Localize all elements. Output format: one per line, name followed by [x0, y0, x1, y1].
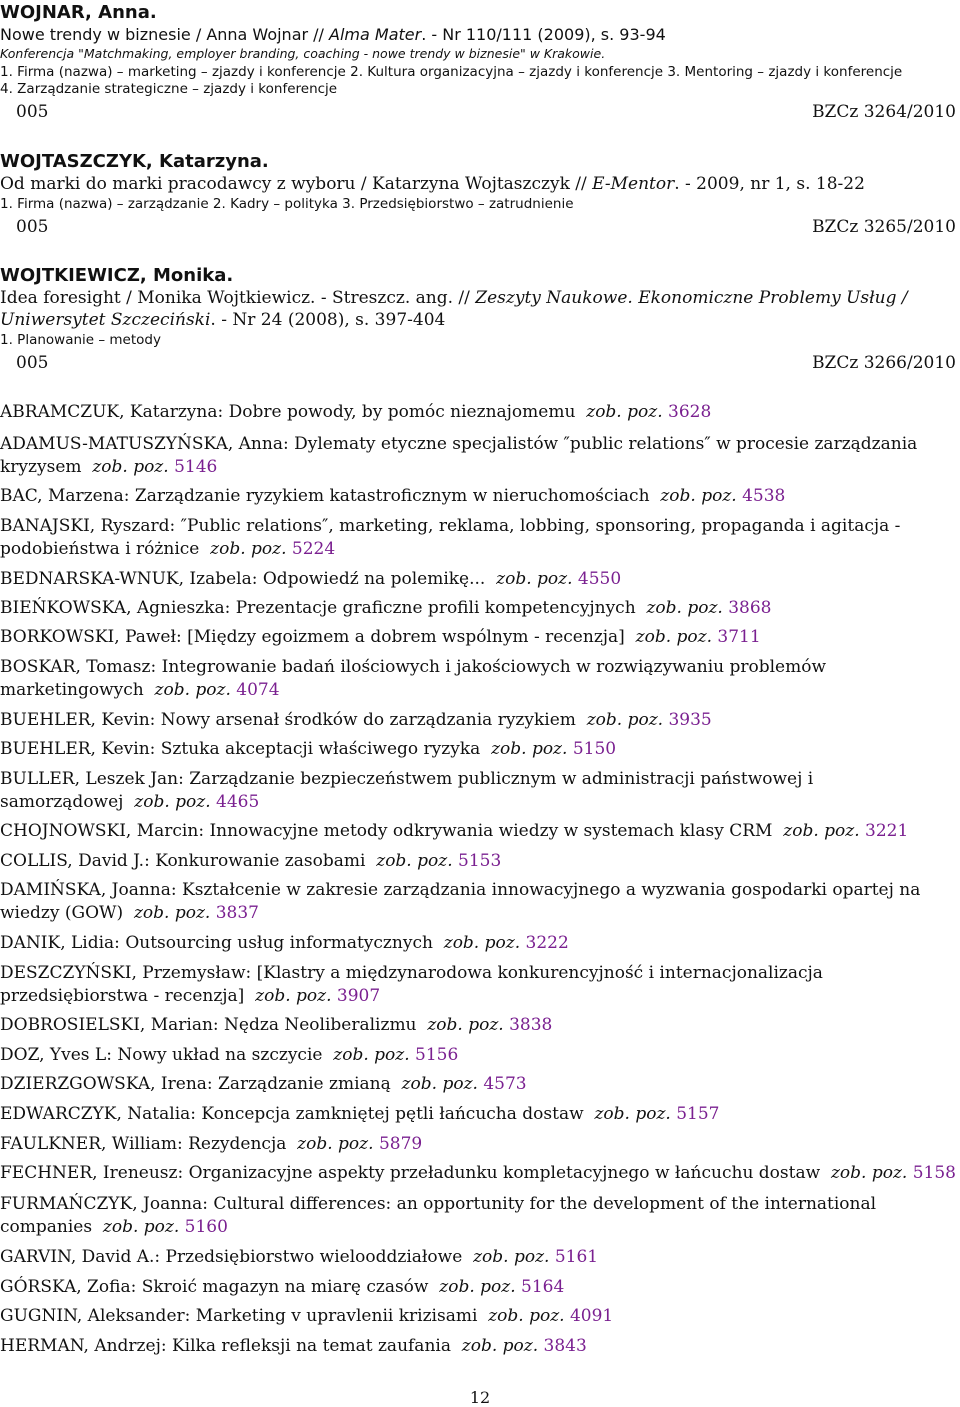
index-ref-link[interactable]: 3221 — [865, 821, 909, 841]
index-entry: COLLIS, David J.: Konkurowanie zasobami zob. poz. 5153 — [0, 851, 502, 871]
record-title: Od marki do marki pracodawcy z wyboru / Katarzyna Wojtaszczyk // E-Mentor. - 2009, nr 1, s. 18-22 — [0, 174, 865, 194]
record-subjects: 1. Planowanie – metody — [0, 332, 161, 348]
index-ref-link[interactable]: 5161 — [554, 1247, 599, 1267]
index-entry: GUGNIN, Aleksander: Marketing v upravlenii krizisami zob. poz. 4091 — [0, 1306, 614, 1326]
record-title: Nowe trendy w biznesie / Anna Wojnar // Alma Mater. - Nr 110/111 (2009), s. 93-94 — [0, 25, 666, 44]
index-entry: HERMAN, Andrzej: Kilka refleksji na temat zaufania zob. poz. 3843 — [0, 1336, 587, 1356]
index-ref-link[interactable]: 5160 — [184, 1217, 228, 1237]
index-entry: BOSKAR, Tomasz: Integrowanie badań ilościowych i jakościowych w rozwiązywaniu problemów marketingowych zob. poz. 4074 — [0, 657, 827, 700]
record-code-row — [0, 349, 960, 377]
index-ref-link[interactable]: 3935 — [668, 710, 712, 730]
index-entry: FAULKNER, William: Rezydencja zob. poz. 5879 — [0, 1134, 423, 1154]
index-entry: DANIK, Lidia: Outsourcing usług informatycznych zob. poz. 3222 — [0, 933, 569, 953]
record-signature: BZCz 3265/2010 — [812, 217, 956, 237]
record-author: WOJTKIEWICZ, Monika. — [0, 265, 234, 286]
index-ref-link[interactable]: 3907 — [336, 986, 381, 1006]
index-entry: BUEHLER, Kevin: Nowy arsenał środków do zarządzania ryzykiem zob. poz. 3935 — [0, 710, 712, 730]
record-subjects: 1. Firma (nazwa) – zarządzanie 2. Kadry – polityka 3. Przedsiębiorstwo – zatrudnienie — [0, 196, 574, 212]
index-ref-link[interactable]: 3838 — [509, 1015, 553, 1035]
index-ref-link[interactable]: 3868 — [728, 598, 772, 618]
index-ref-link[interactable]: 5156 — [415, 1045, 459, 1065]
index-entry: CHOJNOWSKI, Marcin: Innowacyjne metody odkrywania wiedzy w systemach klasy CRM zob. poz. 3221 — [0, 821, 909, 841]
index-entry: FECHNER, Ireneusz: Organizacyjne aspekty przeładunku kompletacyjnego w łańcuchu dostaw zob. poz. 5158 — [0, 1163, 956, 1183]
index-ref-link[interactable]: 4091 — [569, 1306, 614, 1326]
index-entry: FURMAŃCZYK, Joanna: Cultural differences: an opportunity for the development of the international companies zob. poz. 5160 — [0, 1194, 877, 1237]
record-author: WOJNAR, Anna. — [0, 2, 157, 23]
index-ref-link[interactable]: 3628 — [668, 402, 712, 422]
index-entry: BORKOWSKI, Paweł: [Między egoizmem a dobrem wspólnym - recenzja] zob. poz. 3711 — [0, 627, 761, 647]
record-code: 005 — [16, 102, 49, 122]
record-journal: Zeszyty Naukowe. Ekonomiczne Problemy Usług / Uniwersytet Szczeciński — [0, 288, 908, 330]
index-ref-link[interactable]: 5150 — [572, 739, 617, 759]
index-entry: DZIERZGOWSKA, Irena: Zarządzanie zmianą zob. poz. 4573 — [0, 1074, 527, 1094]
index-entry: DESZCZYŃSKI, Przemysław: [Klastry a międzynarodowa konkurencyjność i internacjonalizacja przedsiębiorstwa - recenzja] zob. poz. 3907 — [0, 963, 823, 1006]
index-ref-link[interactable]: 5157 — [676, 1104, 720, 1124]
index-entry: EDWARCZYK, Natalia: Koncepcja zamkniętej pętli łańcucha dostaw zob. poz. 5157 — [0, 1104, 720, 1124]
record-wojtaszczyk — [0, 151, 960, 241]
page-number: 12 — [469, 1388, 491, 1407]
index-ref-link[interactable]: 3843 — [543, 1336, 587, 1356]
record-author: WOJTASZCZYK, Katarzyna. — [0, 151, 269, 172]
record-code-row — [0, 98, 960, 126]
record-wojtkiewicz — [0, 265, 960, 377]
record-wojnar — [0, 2, 960, 126]
index-ref-link[interactable]: 3837 — [215, 903, 259, 923]
record-code: 005 — [16, 353, 49, 373]
index-ref-link[interactable]: 5879 — [378, 1134, 423, 1154]
index-entry: BUEHLER, Kevin: Sztuka akceptacji właściwego ryzyka zob. poz. 5150 — [0, 739, 617, 759]
record-subjects-cont: 4. Zarządzanie strategiczne – zjazdy i konferencje — [0, 81, 338, 97]
index-entry: DAMIŃSKA, Joanna: Kształcenie w zakresie zarządzania innowacyjnego a wyzwania gospodarki opartej na wiedzy (GOW) zob. poz. 3837 — [0, 880, 921, 923]
index-ref-link[interactable]: 3711 — [717, 627, 761, 647]
index-ref-link[interactable]: 5224 — [291, 539, 336, 559]
index-ref-link[interactable]: 5164 — [521, 1277, 565, 1297]
index-ref-link[interactable]: 4573 — [483, 1074, 527, 1094]
index-ref-link[interactable]: 5153 — [458, 851, 502, 871]
record-signature: BZCz 3266/2010 — [812, 353, 956, 373]
index-entry: DOZ, Yves L: Nowy układ na szczycie zob. poz. 5156 — [0, 1045, 459, 1065]
index-ref-link[interactable]: 3222 — [525, 933, 569, 953]
index-entry: BAC, Marzena: Zarządzanie ryzykiem katastroficznym w nieruchomościach zob. poz. 4538 — [0, 486, 786, 506]
index-entry: BULLER, Leszek Jan: Zarządzanie bezpieczeństwem publicznym w administracji państwowej i samorządowej zob. poz. 4465 — [0, 769, 814, 812]
index-ref-link[interactable]: 4550 — [577, 569, 622, 589]
record-signature: BZCz 3264/2010 — [812, 102, 956, 122]
index-entry: BANAJSKI, Ryszard: ″Public relations″, marketing, reklama, lobbing, sponsoring, propaganda i agitacja - podobieństwa i różnice zob. poz. 5224 — [0, 516, 901, 559]
index-entry: BIEŃKOWSKA, Agnieszka: Prezentacje graficzne profili kompetencyjnych zob. poz. 3868 — [0, 598, 772, 618]
index-ref-link[interactable]: 4538 — [742, 486, 786, 506]
index-ref-link[interactable]: 5146 — [174, 457, 218, 477]
record-note: Konferencja "Matchmaking, employer branding, coaching - nowe trendy w biznesie" w Krakowie. — [0, 46, 606, 61]
index-entry: ABRAMCZUK, Katarzyna: Dobre powody, by pomóc nieznajomemu zob. poz. 3628 — [0, 402, 712, 422]
index-entry: GARVIN, David A.: Przedsiębiorstwo wielooddziałowe zob. poz. 5161 — [0, 1247, 599, 1267]
index-entry: DOBROSIELSKI, Marian: Nędza Neoliberalizmu zob. poz. 3838 — [0, 1015, 553, 1035]
index-entry: GÓRSKA, Zofia: Skroić magazyn na miarę czasów zob. poz. 5164 — [0, 1277, 565, 1297]
index-ref-link[interactable]: 4465 — [216, 792, 260, 812]
record-journal: E-Mentor — [592, 174, 675, 194]
record-journal: Alma Mater — [329, 25, 422, 44]
index-ref-link[interactable]: 5158 — [912, 1163, 956, 1183]
index-ref-link[interactable]: 4074 — [236, 680, 280, 700]
index-entry: ADAMUS-MATUSZYŃSKA, Anna: Dylematy etyczne specjalistów ″public relations″ w procesie zarządzania kryzysem zob. poz. 5146 — [0, 434, 918, 477]
index-entry: BEDNARSKA-WNUK, Izabela: Odpowiedź na polemikę... zob. poz. 4550 — [0, 569, 622, 589]
record-code-row — [0, 213, 960, 241]
record-code: 005 — [16, 217, 49, 237]
record-subjects: 1. Firma (nazwa) – marketing – zjazdy i konferencje 2. Kultura organizacyjna – zjazdy i konferencje 3. Mentoring – zjazdy i konferencje — [0, 64, 903, 80]
record-title: Idea foresight / Monika Wojtkiewicz. - Streszcz. ang. // Zeszyty Naukowe. Ekonomiczne Problemy Usług / Uniwersytet Szczeciński. - Nr 24 (2008), s. 397-404 — [0, 288, 908, 330]
